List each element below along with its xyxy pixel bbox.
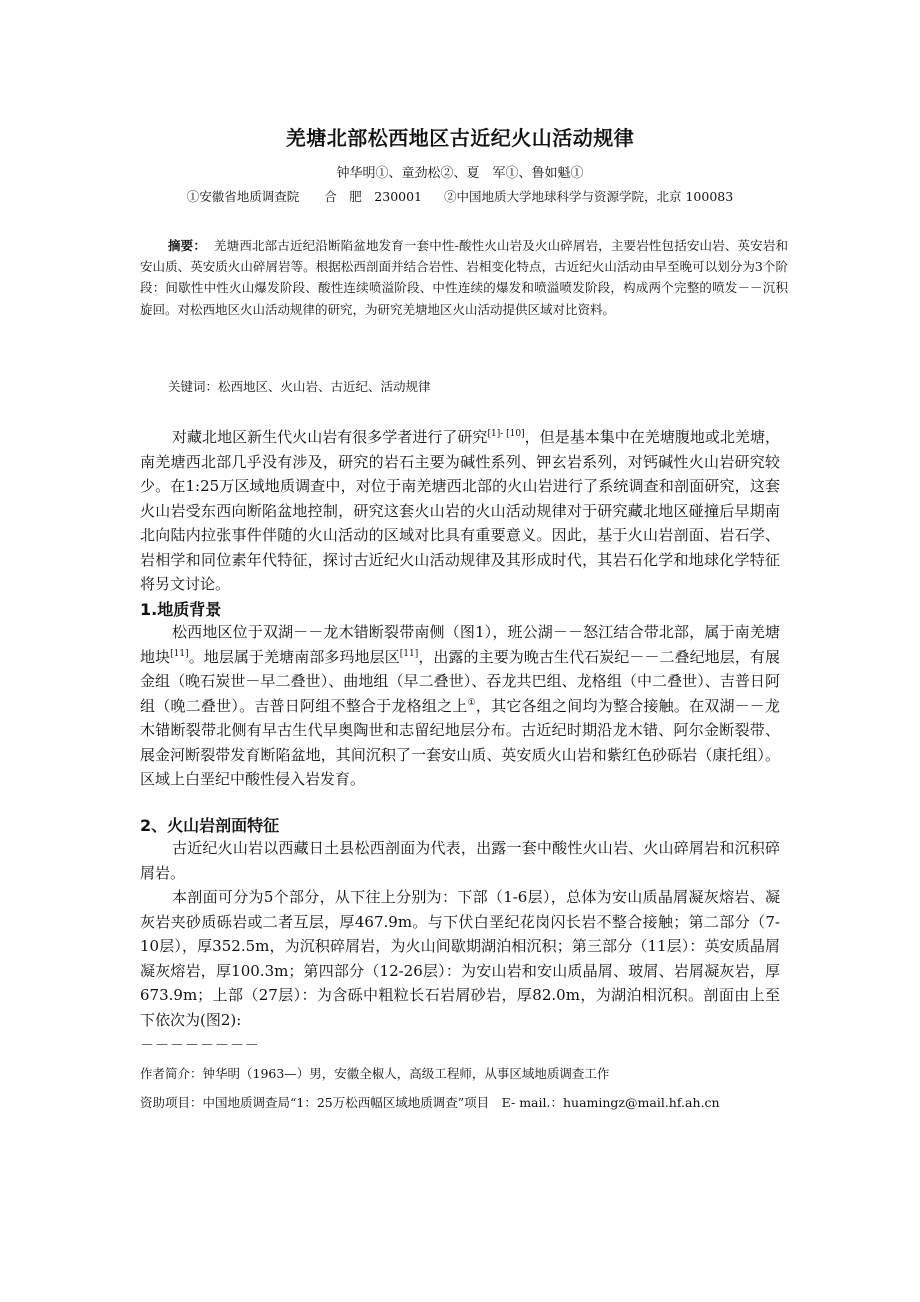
footnote-rule: －－－－－－－－	[140, 1038, 260, 1054]
affiliations	[0, 187, 920, 205]
section1-paragraph: 松西地区位于双湖－－龙木错断裂带南侧（图1），班公湖－－怒江结合带北部，属于南羌塘地块[11]。地层属于羌塘南部多玛地层区[11]，出露的主要为晚古生代石炭纪－－二叠纪地层，有展金组（晚石炭世－早二叠世）、曲地组（早二叠世）、吞龙共巴组、龙格组（中二叠世）、吉普日阿组（晚二叠世）。吉普日阿组不整合于龙格组之上①，其它各组之间均为整合接触。在双湖－－龙木错断裂带北侧有早古生代早奥陶世和志留纪地层分布。古近纪时期沿龙木错、阿尔金断裂带、展金河断裂带发育断陷盆地，其间沉积了一套安山质、英安质火山岩和紫红色砂砾岩（康托组）。区域上白垩纪中酸性侵入岩发育。	[140, 623, 780, 788]
affiliation-2: ②中国地质大学地球科学与资源学院，北京 100083	[444, 189, 734, 204]
citation: [1]- [10]	[487, 429, 525, 439]
author-note: 作者简介：钟华明（1963—）男，安徽全椒人，高级工程师，从事区域地质调查工作	[140, 1066, 610, 1081]
abstract-text: 羌塘西北部古近纪沿断陷盆地发育一套中性-酸性火山岩及火山碎屑岩，主要岩性包括安山岩、英安岩和安山质、英安质火山碎屑岩等。根据松西剖面并结合岩性、岩相变化特点，古近纪火山活动由早至晚可以划分为3个阶段：间歇性中性火山爆发阶段、酸性连续喷溢阶段、中性连续的爆发和喷溢喷发阶段，构成两个完整的喷发－－沉积旋回。对松西地区火山活动规律的研究，为研究羌塘地区火山活动提供区域对比资料。	[140, 238, 788, 317]
intro-paragraph: 对藏北地区新生代火山岩有很多学者进行了研究[1]- [10]，但是基本集中在羌塘腹地或北羌塘，南羌塘西北部几乎没有涉及，研究的岩石主要为碱性系列、钾玄岩系列，对钙碱性火山岩研究较少。在1:25万区域地质调查中，对位于南羌塘西北部的火山岩进行了系统调查和剖面研究，这套火山岩受东西向断陷盆地控制，研究这套火山岩的火山活动规律对于研究藏北地区碰撞后早期南北向陆内拉张事件伴随的火山活动的区域对比具有重要意义。因此，基于火山岩剖面、岩石学、岩相学和同位素年代特征，探讨古近纪火山活动规律及其形成时代，其岩石化学和地球化学特征将另文讨论。	[140, 428, 780, 593]
keywords: 关键词：松西地区、火山岩、古近纪、活动规律	[168, 379, 431, 394]
citation: [11]	[399, 648, 419, 659]
abstract-label: 摘要：	[168, 238, 206, 253]
citation: [11]	[170, 648, 189, 659]
affiliation-1: ①安徽省地质调查院 合 肥 230001	[186, 189, 422, 204]
section2-paragraph-2: 本剖面可分为5个部分，从下往上分别为：下部（1-6层），总体为安山质晶屑凝灰熔岩、凝灰岩夹砂质砾岩或二者互层，厚467.9m。与下伏白垩纪花岗闪长岩不整合接触；第二部分（7-10层），厚352.5m，为沉积碎屑岩，为火山间歇期湖泊相沉积；第三部分（11层）：英安质晶屑凝灰熔岩，厚100.3m；第四部分（12-26层）：为安山岩和安山质晶屑、玻屑、岩屑凝灰岩，厚673.9m；上部（27层）：为含砾中粗粒长石岩屑砂岩，厚82.0m，为湖泊相沉积。剖面由上至下依次为(图2):	[140, 888, 781, 1029]
abstract	[140, 235, 788, 320]
section2-paragraph-1: 古近纪火山岩以西藏日土县松西剖面为代表，出露一套中酸性火山岩、火山碎屑岩和沉积碎屑岩。	[140, 839, 780, 882]
section-heading-1: 1.地质背景	[140, 600, 222, 619]
paper-title: 羌塘北部松西地区古近纪火山活动规律	[285, 126, 635, 150]
section-heading-2: 2、火山岩剖面特征	[140, 816, 280, 835]
funding-note: 资助项目：中国地质调查局“1：25万松西幅区域地质调查”项目 E- mail.：huamingz@mail.hf.ah.cn	[140, 1095, 720, 1110]
footnote-marker: ①	[467, 697, 476, 708]
author-list: 钟华明①、童劲松②、夏 军①、鲁如魁①	[336, 166, 584, 181]
